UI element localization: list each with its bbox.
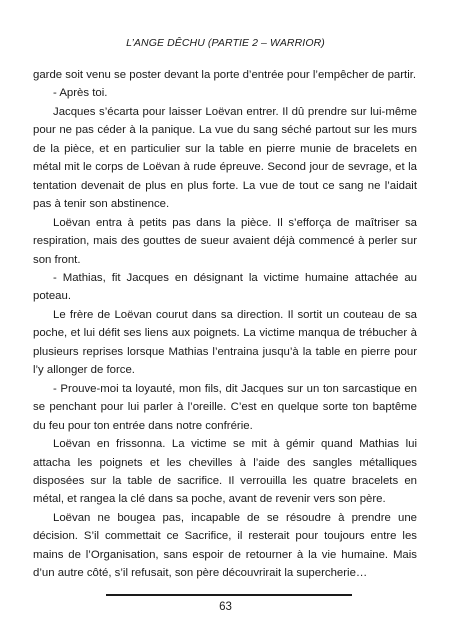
paragraph: Loëvan en frissonna. La victime se mit à gémir quand Mathias lui attacha les poignets et les chevilles à l’aide des sangles métalliques disposées sur la table de sacrifice. Il verrouilla les quatre bracelets en métal, et rangea la clé dans sa poche, avant de revenir vers son père.	[33, 438, 417, 506]
paragraph: garde soit venu se poster devant la porte d’entrée pour l’empêcher de partir.	[33, 69, 417, 81]
paragraph: Loëvan ne bougea pas, incapable de se résoudre à prendre une décision. S’il commettait ce Sacrifice, il resterait pour toujours entre les mains de l’Organisation, sans espoir de retourner à la vie humaine. Mais d’un autre côté, s’il refusait, son père découvrirait la supercherie…	[33, 511, 417, 580]
paragraph: - Mathias, fit Jacques en désignant la victime humaine attachée au poteau.	[33, 271, 417, 303]
footer-rule	[106, 594, 352, 596]
paragraph: Jacques s’écarta pour laisser Loëvan entrer. Il dû prendre sur lui-même pour ne pas céder à la panique. La vue du sang séché partout sur les murs de la pièce, et en particulier sur la table en pierre munie de bracelets en métal mit le corps de Loëvan à rude épreuve. Second jour de sevrage, et la tentation devenait de plus en plus forte. La vue de tout ce sang ne l’aidait pas à tenir son abstinence.	[33, 105, 417, 211]
paragraph: Loëvan entra à petits pas dans la pièce. Il s’efforça de maîtriser sa respiration, mais des gouttes de sueur avaient déjà commencé à perler sur son front.	[33, 216, 417, 266]
paragraph: - Prouve-moi ta loyauté, mon fils, dit Jacques sur un ton sarcastique en se penchant pour lui parler à l’oreille. C’est en quelque sorte ton baptême du feu pour ton entrée dans notre confrérie.	[33, 382, 417, 432]
body-text	[33, 66, 417, 583]
paragraph: - Après toi.	[53, 87, 108, 100]
paragraph: Le frère de Loëvan courut dans sa direction. Il sortit un couteau de sa poche, et lui défit ses liens aux poignets. La victime manqua de trébucher à plusieurs reprises lorsque Mathias l’entraina jusqu’à la table en pierre pour l’y allonger de force.	[33, 308, 417, 377]
running-header: L’ANGE DÊCHU (PARTIE 2 – WARRIOR)	[126, 37, 325, 49]
page-number: 63	[219, 601, 232, 613]
